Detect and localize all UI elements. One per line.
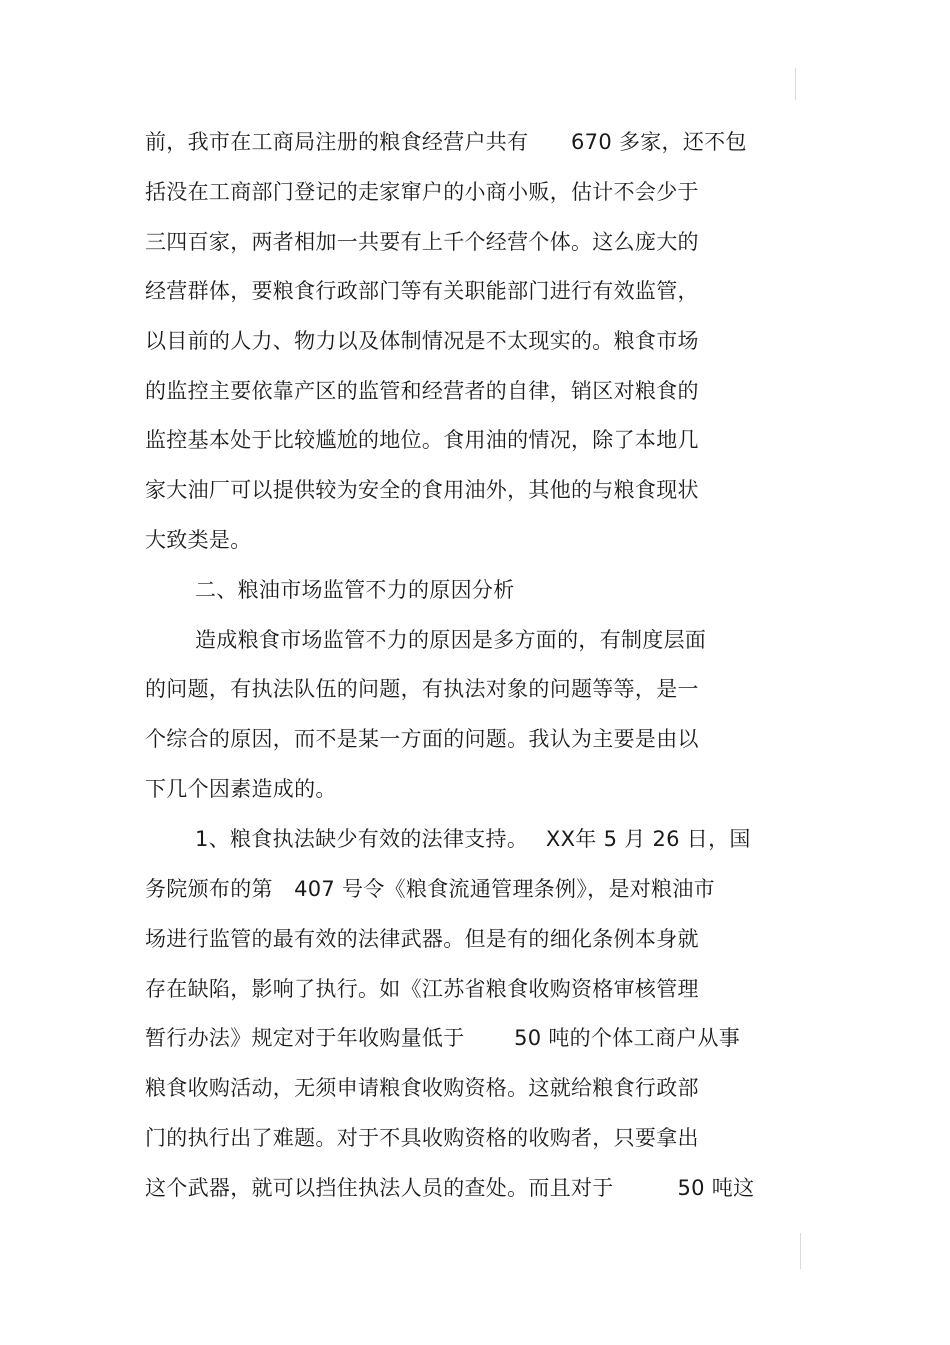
- paragraph-line: 这个武器，就可以挡住执法人员的查处。而且对于 50 吨这: [145, 1176, 755, 1200]
- paragraph-line: 存在缺陷，影响了执行。如《江苏省粮食收购资格审核管理: [145, 977, 699, 1001]
- paragraph-line: 造成粮食市场监管不力的原因是多方面的，有制度层面: [195, 628, 707, 652]
- paragraph-line: 务院颁布的第 407 号令《粮食流通管理条例》，是对粮油市: [145, 877, 715, 901]
- paragraph-line: 以目前的人力、物力以及体制情况是不太现实的。粮食市场: [145, 329, 699, 353]
- paragraph-line: 三四百家，两者相加一共要有上千个经营个体。这么庞大的: [145, 230, 699, 254]
- bottom-right-margin-mark: [800, 1233, 801, 1269]
- paragraph-line: 经营群体，要粮食行政部门等有关职能部门进行有效监管，: [145, 279, 699, 303]
- paragraph-line: 大致类是。: [145, 528, 252, 552]
- paragraph-line: 下几个因素造成的。: [145, 777, 337, 801]
- paragraph-line: 粮食收购活动，无须申请粮食收购资格。这就给粮食行政部: [145, 1076, 699, 1100]
- paragraph-line: 暂行办法》规定对于年收购量低于 50 吨的个体工商户从事: [145, 1026, 741, 1050]
- paragraph-line: 门的执行出了难题。对于不具收购资格的收购者，只要拿出: [145, 1126, 699, 1150]
- paragraph-line: 1、粮食执法缺少有效的法律支持。 XX年 5 月 26 日，国: [195, 827, 751, 851]
- paragraph-line: 监控基本处于比较尴尬的地位。食用油的情况，除了本地几: [145, 428, 699, 452]
- top-right-margin-mark: [795, 68, 796, 100]
- paragraph-line: 家大油厂可以提供较为安全的食用油外，其他的与粮食现状: [145, 478, 699, 502]
- paragraph-line: 场进行监管的最有效的法律武器。但是有的细化条例本身就: [145, 927, 699, 951]
- section-heading: 二、粮油市场监管不力的原因分析: [195, 578, 515, 602]
- paragraph-line: 的监控主要依靠产区的监管和经营者的自律，销区对粮食的: [145, 379, 699, 403]
- paragraph-line: 括没在工商部门登记的走家窜户的小商小贩，估计不会少于: [145, 180, 699, 204]
- paragraph-line: 前，我市在工商局注册的粮食经营户共有 670 多家，还不包: [145, 130, 747, 154]
- paragraph-line: 的问题，有执法队伍的问题，有执法对象的问题等等，是一: [145, 677, 699, 701]
- paragraph-line: 个综合的原因，而不是某一方面的问题。我认为主要是由以: [145, 727, 699, 751]
